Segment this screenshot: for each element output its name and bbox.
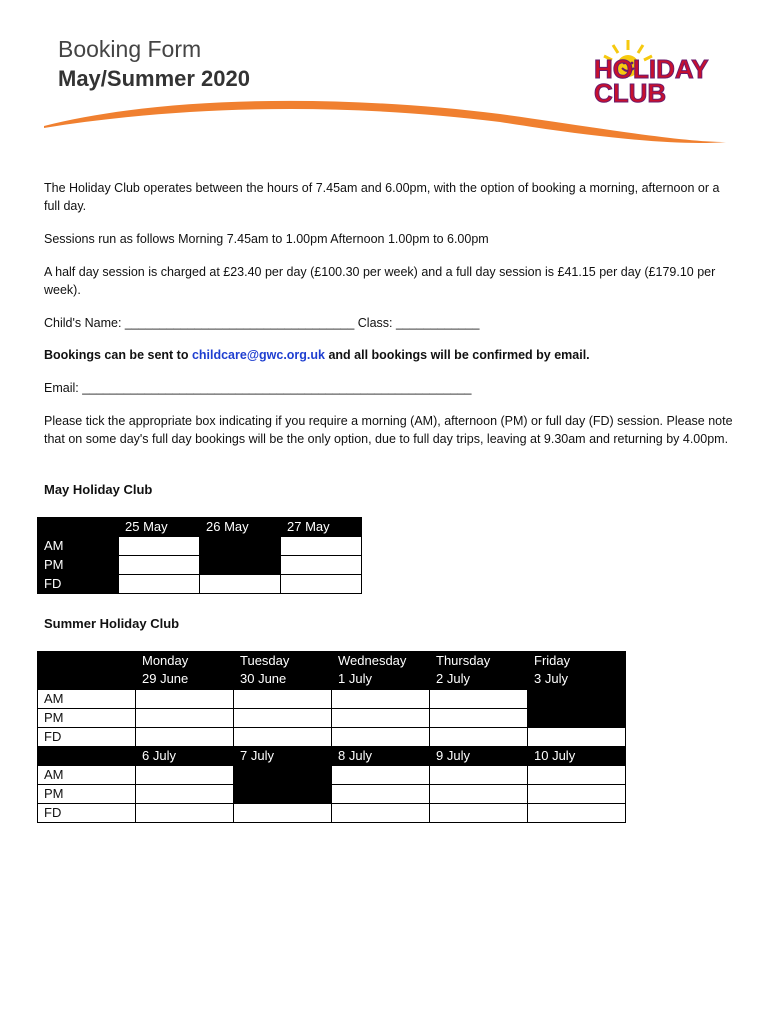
unavailable-cell [234, 785, 332, 804]
summer-checkbox[interactable] [136, 709, 234, 728]
may-row-label: FD [38, 575, 119, 594]
instructions-paragraph: Please tick the appropriate box indicating if you require a morning (AM), afternoon (PM) or full day (FD) session. Please note that on some day's full day bookings will be the only option, due to full day trips, leaving at 9.30am and returning by 4.00pm. [44, 414, 733, 446]
summer-checkbox[interactable] [430, 785, 528, 804]
summer-row-label: AM [38, 690, 136, 709]
may-checkbox[interactable] [119, 537, 200, 556]
summer-checkbox[interactable] [234, 709, 332, 728]
summer-checkbox[interactable] [528, 785, 626, 804]
unavailable-cell [200, 537, 281, 556]
summer-row-label: AM [38, 766, 136, 785]
summer-checkbox[interactable] [234, 728, 332, 747]
may-row-label: AM [38, 537, 119, 556]
summer-checkbox[interactable] [332, 709, 430, 728]
sessions-paragraph: Sessions run as follows Morning 7.45am to 1.00pm Afternoon 1.00pm to 6.00pm [44, 232, 489, 246]
summer-row-label: FD [38, 804, 136, 823]
summer-checkbox[interactable] [332, 766, 430, 785]
orange-swoosh [40, 92, 730, 162]
unavailable-cell [528, 709, 626, 728]
summer-checkbox[interactable] [430, 728, 528, 747]
unavailable-cell [528, 690, 626, 709]
summer-checkbox[interactable] [234, 690, 332, 709]
may-heading: May Holiday Club [44, 482, 153, 497]
child-name-field[interactable]: Child's Name: _________________________________ Class: ____________ [44, 316, 480, 330]
may-date-1: 25 May [119, 518, 200, 537]
summer-day-header: Tuesday 30 June [234, 652, 332, 690]
summer-checkbox[interactable] [528, 766, 626, 785]
logo-text-holiday: HOLIDAY [594, 54, 709, 84]
summer-checkbox[interactable] [136, 785, 234, 804]
may-date-3: 27 May [281, 518, 362, 537]
form-subtitle: May/Summer 2020 [58, 66, 250, 91]
summer-heading: Summer Holiday Club [44, 616, 180, 631]
summer-checkbox[interactable] [430, 766, 528, 785]
summer-checkbox[interactable] [332, 690, 430, 709]
summer-checkbox[interactable] [528, 804, 626, 823]
may-checkbox[interactable] [119, 575, 200, 594]
email-field[interactable]: Email: ________________________________________________________ [44, 381, 472, 395]
may-row-label: PM [38, 556, 119, 575]
may-checkbox[interactable] [281, 575, 362, 594]
summer-date-header: 9 July [430, 747, 528, 766]
may-date-2: 26 May [200, 518, 281, 537]
summer-day-header: Friday 3 July [528, 652, 626, 690]
summer-date-header: 8 July [332, 747, 430, 766]
summer-table [37, 651, 626, 823]
summer-checkbox[interactable] [136, 804, 234, 823]
summer-checkbox[interactable] [136, 766, 234, 785]
logo-text-club: CLUB [594, 78, 667, 106]
may-checkbox[interactable] [200, 575, 281, 594]
summer-checkbox[interactable] [430, 690, 528, 709]
summer-date-header: 6 July [136, 747, 234, 766]
summer-checkbox[interactable] [332, 785, 430, 804]
unavailable-cell [234, 766, 332, 785]
form-title: Booking Form [58, 36, 202, 62]
bookings-line [44, 346, 734, 364]
unavailable-cell [200, 556, 281, 575]
may-table [37, 517, 362, 594]
summer-checkbox[interactable] [136, 690, 234, 709]
summer-checkbox[interactable] [234, 804, 332, 823]
summer-checkbox[interactable] [136, 728, 234, 747]
summer-date-header: 10 July [528, 747, 626, 766]
summer-checkbox[interactable] [430, 804, 528, 823]
intro-paragraph: The Holiday Club operates between the hours of 7.45am and 6.00pm, with the option of booking a morning, afternoon or a full day. [44, 181, 720, 213]
summer-row-label: FD [38, 728, 136, 747]
summer-checkbox[interactable] [332, 728, 430, 747]
summer-date-header: 7 July [234, 747, 332, 766]
may-checkbox[interactable] [281, 556, 362, 575]
summer-row-label: PM [38, 785, 136, 804]
may-checkbox[interactable] [119, 556, 200, 575]
summer-checkbox[interactable] [528, 728, 626, 747]
summer-checkbox[interactable] [430, 709, 528, 728]
pricing-paragraph: A half day session is charged at £23.40 per day (£100.30 per week) and a full day session is £41.15 per day (£179.10 per week). [44, 265, 716, 297]
summer-day-header: Wednesday 1 July [332, 652, 430, 690]
bookings-post-text: and all bookings will be confirmed by email. [325, 348, 590, 362]
summer-row-label: PM [38, 709, 136, 728]
summer-checkbox[interactable] [332, 804, 430, 823]
summer-day-header: Monday 29 June [136, 652, 234, 690]
summer-day-header: Thursday 2 July [430, 652, 528, 690]
may-checkbox[interactable] [281, 537, 362, 556]
email-link[interactable]: childcare@gwc.org.uk [191, 348, 325, 362]
bookings-pre-text: Bookings can be sent to [44, 348, 192, 362]
